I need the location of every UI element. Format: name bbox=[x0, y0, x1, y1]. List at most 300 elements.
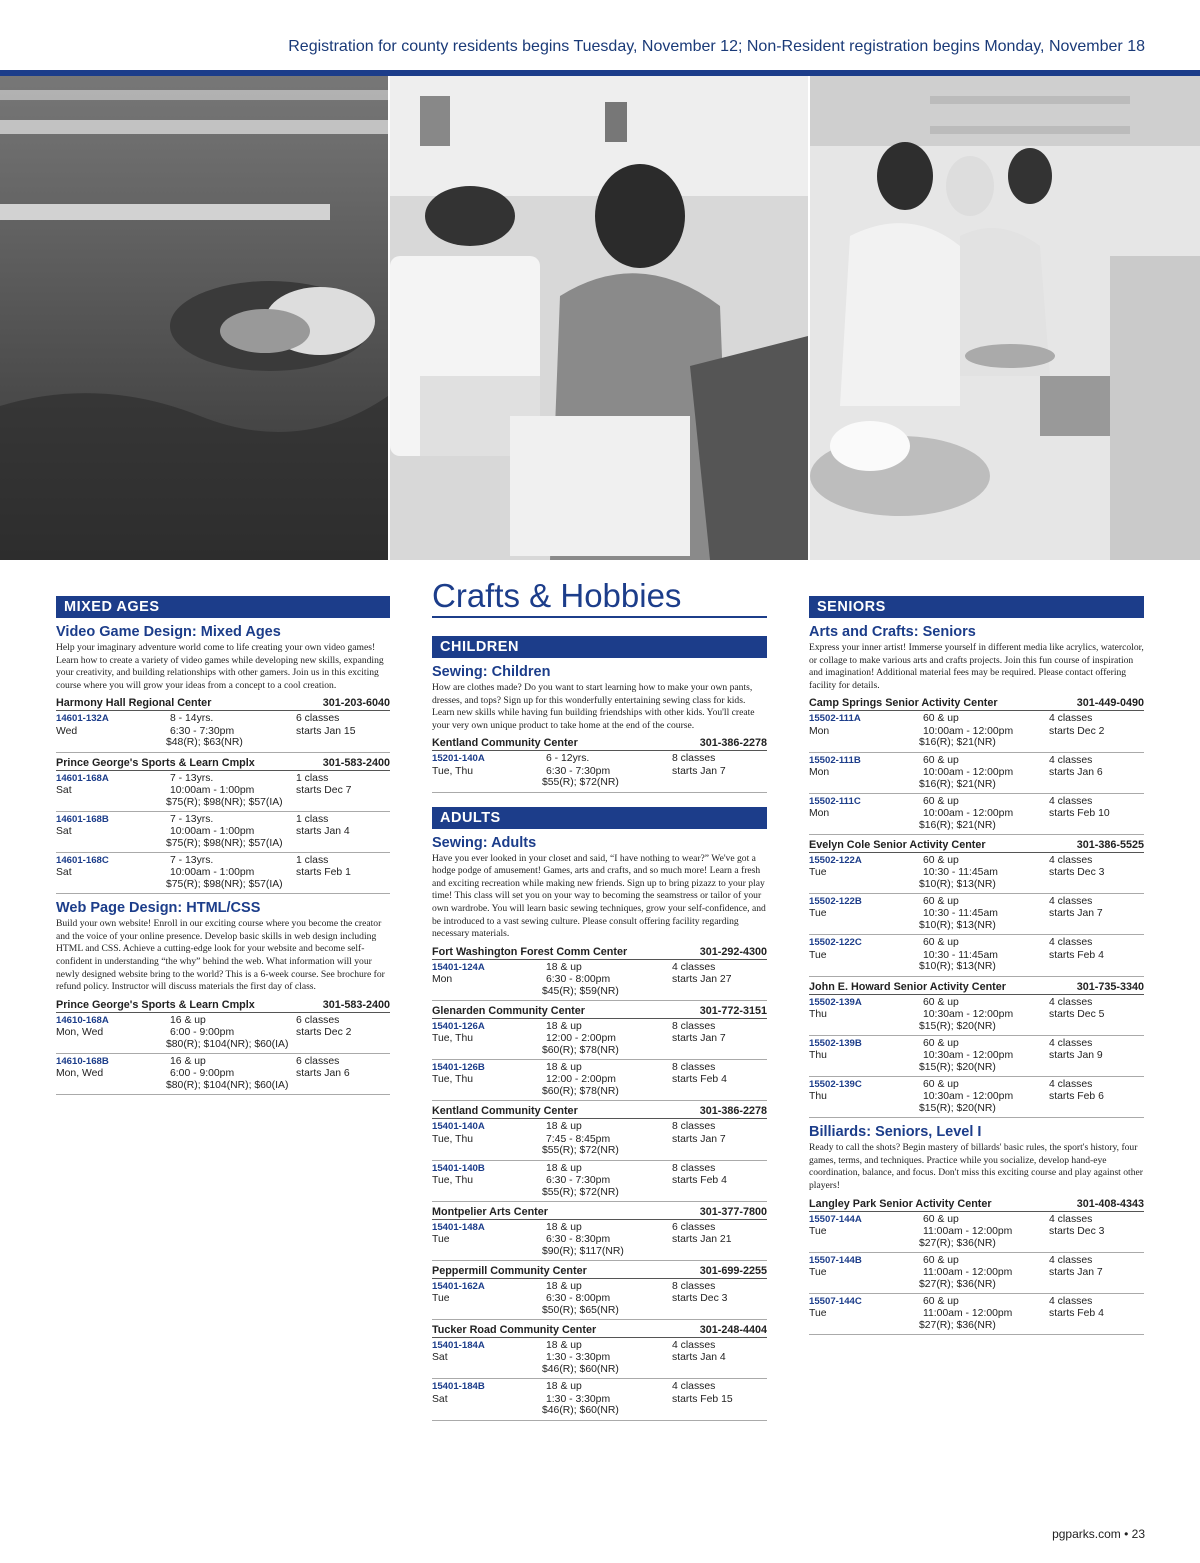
section-fee: $15(R); $20(NR) bbox=[919, 1061, 996, 1073]
section-start: starts Feb 6 bbox=[1049, 1091, 1104, 1103]
class-section bbox=[809, 711, 1144, 752]
section-count-start bbox=[1049, 796, 1139, 820]
section-bar-adults: ADULTS bbox=[432, 807, 767, 829]
section-age-time bbox=[546, 1121, 666, 1145]
section-time: 10:30am - 12:00pm bbox=[923, 1008, 1014, 1020]
section-count: 4 classes bbox=[1049, 1254, 1093, 1266]
section-count-start bbox=[296, 713, 386, 737]
section-start: starts Jan 7 bbox=[672, 1033, 726, 1045]
section-age: 6 - 12yrs. bbox=[546, 753, 590, 765]
section-day: Mon, Wed bbox=[56, 1026, 104, 1038]
section-start: starts Jan 6 bbox=[1049, 766, 1103, 778]
facility-phone: 301-377-7800 bbox=[699, 1205, 767, 1218]
section-time: 10:00am - 12:00pm bbox=[923, 766, 1014, 778]
section-fee: $80(R); $104(NR); $60(IA) bbox=[166, 1038, 289, 1050]
facility-header bbox=[432, 1204, 767, 1220]
section-code-day bbox=[56, 814, 176, 838]
section-count: 6 classes bbox=[296, 1055, 340, 1067]
facility-name: Peppermill Community Center bbox=[432, 1264, 587, 1277]
section-time: 6:30 - 8:30pm bbox=[546, 1233, 611, 1245]
section-code-day bbox=[432, 1281, 552, 1305]
section-code-day bbox=[432, 1222, 552, 1246]
section-age: 18 & up bbox=[546, 961, 582, 973]
class-section bbox=[432, 1279, 767, 1320]
section-day: Mon bbox=[432, 973, 453, 985]
section-code[interactable]: 15401-184A bbox=[432, 1340, 485, 1352]
class-section bbox=[809, 894, 1144, 935]
section-start: starts Feb 4 bbox=[1049, 1308, 1104, 1320]
section-day: Mon bbox=[809, 766, 830, 778]
section-fee: $60(R); $78(NR) bbox=[542, 1044, 619, 1056]
section-time: 10:30am - 12:00pm bbox=[923, 1091, 1014, 1103]
section-time: 6:00 - 9:00pm bbox=[170, 1026, 235, 1038]
section-code-day bbox=[432, 1062, 552, 1086]
section-count: 4 classes bbox=[1049, 754, 1093, 766]
section-count-start bbox=[672, 1281, 762, 1305]
section-age-time bbox=[546, 1021, 666, 1045]
section-count-start bbox=[1049, 1255, 1139, 1279]
left-column bbox=[56, 596, 390, 1095]
section-age-time bbox=[923, 796, 1043, 820]
section-count-start bbox=[672, 1381, 762, 1405]
facility-name: Kentland Community Center bbox=[432, 1105, 578, 1118]
section-time: 7:45 - 8:45pm bbox=[546, 1133, 611, 1145]
section-code[interactable]: 15401-184B bbox=[432, 1381, 485, 1393]
section-code-day bbox=[56, 773, 176, 797]
facility-header bbox=[809, 695, 1144, 711]
class-section bbox=[809, 1253, 1144, 1294]
class-section bbox=[432, 1379, 767, 1420]
section-fee: $45(R); $59(NR) bbox=[542, 985, 619, 997]
section-code[interactable]: 15502-139C bbox=[809, 1079, 862, 1090]
section-code[interactable]: 14601-168B bbox=[56, 813, 109, 825]
section-bar-seniors: SENIORS bbox=[809, 596, 1144, 618]
section-count: 8 classes bbox=[672, 753, 716, 765]
section-age: 60 & up bbox=[923, 1079, 959, 1090]
section-age: 60 & up bbox=[923, 896, 959, 908]
facility-phone: 301-386-5525 bbox=[1076, 838, 1144, 851]
section-count-start bbox=[672, 962, 762, 986]
section-age-time bbox=[546, 1163, 666, 1187]
section-code-day bbox=[809, 713, 929, 737]
section-time: 10:30 - 11:45am bbox=[923, 949, 998, 961]
section-time: 10:00am - 12:00pm bbox=[923, 807, 1014, 819]
section-age: 18 & up bbox=[546, 1221, 582, 1233]
section-code[interactable]: 15401-140A bbox=[432, 1121, 485, 1133]
class-section bbox=[432, 1338, 767, 1379]
section-time: 6:30 - 8:00pm bbox=[546, 973, 611, 985]
facility-phone: 301-386-2278 bbox=[699, 737, 767, 750]
photo-strip bbox=[0, 76, 1200, 560]
section-count: 1 class bbox=[296, 772, 329, 784]
section-bar-children: CHILDREN bbox=[432, 636, 767, 658]
section-age: 7 - 13yrs. bbox=[170, 813, 214, 825]
section-fee: $55(R); $72(NR) bbox=[542, 1186, 619, 1198]
section-age: 8 - 14yrs. bbox=[170, 713, 214, 725]
section-code[interactable]: 15502-122A bbox=[809, 854, 862, 866]
section-code[interactable]: 14601-168A bbox=[56, 772, 109, 784]
section-code[interactable]: 15507-144A bbox=[809, 1213, 862, 1225]
section-start: starts Dec 7 bbox=[296, 784, 352, 796]
section-count: 4 classes bbox=[1049, 854, 1093, 866]
class-section bbox=[432, 960, 767, 1001]
section-code[interactable]: 14610-168A bbox=[56, 1014, 109, 1026]
section-start: starts Jan 4 bbox=[296, 825, 350, 837]
section-age: 18 & up bbox=[546, 1020, 582, 1032]
section-fee: $10(R); $13(NR) bbox=[919, 920, 996, 932]
section-start: starts Jan 9 bbox=[1049, 1050, 1103, 1061]
section-count-start bbox=[296, 855, 386, 879]
facility-name: Fort Washington Forest Comm Center bbox=[432, 945, 628, 958]
section-day: Wed bbox=[56, 725, 78, 737]
section-time: 10:30 - 11:45am bbox=[923, 908, 998, 920]
section-start: starts Dec 5 bbox=[1049, 1008, 1105, 1020]
section-age: 16 & up bbox=[170, 1014, 206, 1026]
class-section bbox=[809, 1212, 1144, 1253]
section-start: starts Jan 4 bbox=[672, 1352, 726, 1364]
facility-phone: 301-735-3340 bbox=[1076, 980, 1144, 993]
section-age: 18 & up bbox=[546, 1162, 582, 1174]
section-fee: $50(R); $65(NR) bbox=[542, 1304, 619, 1316]
section-code[interactable]: 15507-144B bbox=[809, 1254, 862, 1266]
section-day: Tue, Thu bbox=[432, 1074, 474, 1086]
section-age: 60 & up bbox=[923, 937, 959, 949]
section-day: Tue, Thu bbox=[432, 1133, 474, 1145]
facility-header bbox=[432, 944, 767, 960]
section-code-day bbox=[432, 753, 552, 777]
section-count: 4 classes bbox=[1049, 1037, 1093, 1049]
course-title: Arts and Crafts: Seniors bbox=[809, 624, 976, 640]
facility-phone: 301-583-2400 bbox=[322, 756, 390, 769]
section-code-day bbox=[56, 1056, 176, 1080]
section-day: Mon bbox=[809, 725, 830, 737]
section-fee: $15(R); $20(NR) bbox=[919, 1020, 996, 1032]
facility-header bbox=[432, 735, 767, 751]
section-age-time bbox=[170, 855, 290, 879]
section-code[interactable]: 15401-162A bbox=[432, 1280, 485, 1292]
section-count: 6 classes bbox=[296, 713, 340, 725]
section-code-day bbox=[809, 1255, 929, 1279]
page-heading: Crafts & Hobbies bbox=[432, 578, 767, 618]
pottery-photo bbox=[810, 76, 1200, 560]
section-age: 60 & up bbox=[923, 1295, 959, 1307]
section-code-day bbox=[809, 755, 929, 779]
section-age-time bbox=[546, 753, 666, 777]
section-count-start bbox=[672, 1222, 762, 1246]
section-age-time bbox=[546, 1062, 666, 1086]
section-age-time bbox=[923, 1038, 1043, 1062]
section-count-start bbox=[1049, 937, 1139, 961]
facility-phone: 301-449-0490 bbox=[1076, 697, 1144, 710]
section-time: 10:30 - 11:45am bbox=[923, 867, 998, 879]
class-section bbox=[432, 1019, 767, 1060]
section-fee: $10(R); $13(NR) bbox=[919, 878, 996, 890]
section-fee: $75(R); $98(NR); $57(IA) bbox=[166, 837, 283, 849]
section-fee: $75(R); $98(NR); $57(IA) bbox=[166, 878, 283, 890]
section-code-day bbox=[432, 1340, 552, 1364]
class-section bbox=[809, 1294, 1144, 1335]
section-fee: $16(R); $21(NR) bbox=[919, 778, 996, 790]
section-time: 10:00am - 12:00pm bbox=[923, 725, 1014, 737]
section-count-start bbox=[1049, 1038, 1139, 1062]
section-count-start bbox=[672, 1021, 762, 1045]
right-column bbox=[809, 596, 1144, 1335]
facility-name: Glenarden Community Center bbox=[432, 1004, 585, 1017]
facility-header bbox=[56, 695, 390, 711]
section-code-day bbox=[809, 796, 929, 820]
class-section bbox=[809, 794, 1144, 835]
section-code[interactable]: 15401-126A bbox=[432, 1020, 485, 1032]
section-count-start bbox=[1049, 896, 1139, 920]
section-code[interactable]: 15502-111B bbox=[809, 754, 861, 766]
course-description: Express your inner artist! Immerse yourself in different media like acrylics, watercolor, or collage to make various arts and crafts projects. Join this fun course of inspiration and imagination! Additional material fees may be required. Please contact offering facility for details. bbox=[809, 642, 1144, 691]
course-title: Sewing: Adults bbox=[432, 834, 537, 851]
facility-name: Camp Springs Senior Activity Center bbox=[809, 697, 998, 710]
section-day: Tue, Thu bbox=[432, 1174, 474, 1186]
section-code[interactable]: 15507-144C bbox=[809, 1295, 862, 1307]
section-count: 4 classes bbox=[1049, 713, 1093, 725]
section-code-day bbox=[809, 1214, 929, 1238]
section-age-time bbox=[546, 962, 666, 986]
facility-name: Tucker Road Community Center bbox=[432, 1324, 597, 1337]
section-code[interactable]: 15502-111A bbox=[809, 713, 861, 725]
section-code-day bbox=[809, 997, 929, 1021]
section-age-time bbox=[923, 997, 1043, 1021]
section-code[interactable]: 14601-168C bbox=[56, 854, 109, 866]
course-title: Web Page Design: HTML/CSS bbox=[56, 900, 261, 917]
section-fee: $27(R); $36(NR) bbox=[919, 1278, 996, 1290]
section-fee: $10(R); $13(NR) bbox=[919, 961, 996, 973]
section-age: 60 & up bbox=[923, 754, 959, 766]
section-day: Thu bbox=[809, 1050, 827, 1061]
section-age: 16 & up bbox=[170, 1055, 206, 1067]
section-code[interactable]: 15401-140B bbox=[432, 1162, 485, 1174]
section-age: 18 & up bbox=[546, 1062, 582, 1074]
section-start: starts Dec 2 bbox=[1049, 725, 1105, 737]
section-count: 4 classes bbox=[672, 1381, 716, 1393]
registration-note: Registration for county residents begins Tuesday, November 12; Non-Resident registration begins Monday, November 18 bbox=[288, 38, 1145, 55]
section-start: starts Feb 4 bbox=[672, 1074, 727, 1086]
section-fee: $60(R); $78(NR) bbox=[542, 1086, 619, 1098]
course-description: How are clothes made? Do you want to start learning how to make your own pants, dresses, and tops? Sign up for this wonderfully entertaining sewing class for kids. Learn new skills while having fun building friendships with other kids. You'll create your very own unique product to take home at the end of the course. bbox=[432, 682, 755, 731]
section-time: 12:00 - 2:00pm bbox=[546, 1074, 616, 1086]
section-fee: $27(R); $36(NR) bbox=[919, 1237, 996, 1249]
section-time: 6:00 - 9:00pm bbox=[170, 1068, 235, 1080]
section-age-time bbox=[923, 896, 1043, 920]
section-start: starts Jan 7 bbox=[1049, 1266, 1103, 1278]
section-code[interactable]: 15502-139B bbox=[809, 1037, 862, 1049]
section-count-start bbox=[1049, 1296, 1139, 1320]
section-age-time bbox=[170, 1056, 290, 1080]
section-day: Tue bbox=[432, 1293, 450, 1305]
course-description: Build your own website! Enroll in our exciting course where you become the creator and the voice of your online presence. Develop basic skills in web design including HTML and CSS. Achieve a cutting-edge look for your website and become self-confident in understanding “the why” behind the web. What information will your newly designed website bring to the world? This is a 6-week course. See brochure for refund policy. Instructor will discuss materials the first day of class. bbox=[56, 918, 385, 993]
section-time: 10:30am - 12:00pm bbox=[923, 1050, 1014, 1061]
section-fee: $46(R); $60(NR) bbox=[542, 1405, 619, 1417]
section-count: 4 classes bbox=[672, 961, 716, 973]
section-start: starts Feb 10 bbox=[1049, 807, 1110, 819]
section-count-start bbox=[672, 1062, 762, 1086]
section-count: 8 classes bbox=[672, 1280, 716, 1292]
class-section bbox=[56, 1054, 390, 1095]
section-count-start bbox=[296, 773, 386, 797]
section-start: starts Dec 2 bbox=[296, 1026, 352, 1038]
class-section bbox=[809, 1077, 1144, 1118]
section-fee: $75(R); $98(NR); $57(IA) bbox=[166, 796, 283, 808]
section-day: Tue bbox=[809, 1266, 827, 1278]
section-code[interactable]: 15401-148A bbox=[432, 1221, 485, 1233]
section-age-time bbox=[923, 1296, 1043, 1320]
section-count: 4 classes bbox=[1049, 896, 1093, 908]
section-day: Sat bbox=[432, 1393, 448, 1405]
section-age: 60 & up bbox=[923, 795, 959, 807]
facility-phone: 301-203-6040 bbox=[322, 697, 390, 710]
section-start: starts Jan 27 bbox=[672, 973, 732, 985]
section-count-start bbox=[1049, 997, 1139, 1021]
section-age: 7 - 13yrs. bbox=[170, 772, 214, 784]
section-count-start bbox=[672, 753, 762, 777]
swimmer-photo bbox=[0, 76, 388, 560]
section-count: 8 classes bbox=[672, 1162, 716, 1174]
facility-name: John E. Howard Senior Activity Center bbox=[809, 980, 1006, 993]
facility-name: Montpelier Arts Center bbox=[432, 1205, 548, 1218]
section-count: 1 class bbox=[296, 854, 329, 866]
section-code[interactable]: 15401-124A bbox=[432, 961, 485, 973]
section-age: 60 & up bbox=[923, 1213, 959, 1225]
section-code-day bbox=[56, 713, 176, 737]
facility-header bbox=[432, 1103, 767, 1119]
section-day: Tue, Thu bbox=[432, 1033, 474, 1045]
section-time: 12:00 - 2:00pm bbox=[546, 1033, 616, 1045]
facility-phone: 301-248-4404 bbox=[699, 1324, 767, 1337]
section-age-time bbox=[170, 713, 290, 737]
section-age-time bbox=[923, 1079, 1043, 1103]
section-time: 1:30 - 3:30pm bbox=[546, 1393, 611, 1405]
section-day: Sat bbox=[56, 867, 72, 879]
section-start: starts Jan 15 bbox=[296, 725, 356, 737]
section-day: Tue bbox=[432, 1233, 450, 1245]
section-day: Sat bbox=[56, 825, 72, 837]
class-section bbox=[809, 853, 1144, 894]
section-age-time bbox=[170, 814, 290, 838]
section-count: 4 classes bbox=[1049, 1079, 1093, 1090]
section-age-time bbox=[546, 1281, 666, 1305]
section-start: starts Jan 21 bbox=[672, 1233, 732, 1245]
facility-header bbox=[809, 837, 1144, 853]
sewing-photo bbox=[390, 76, 808, 560]
section-time: 10:00am - 1:00pm bbox=[170, 784, 255, 796]
section-count: 8 classes bbox=[672, 1020, 716, 1032]
class-section bbox=[432, 751, 767, 792]
facility-header bbox=[432, 1263, 767, 1279]
facility-phone: 301-583-2400 bbox=[322, 998, 390, 1011]
section-fee: $80(R); $104(NR); $60(IA) bbox=[166, 1079, 289, 1091]
section-code[interactable]: 15401-126B bbox=[432, 1062, 485, 1074]
facility-phone: 301-699-2255 bbox=[699, 1264, 767, 1277]
section-count: 4 classes bbox=[1049, 795, 1093, 807]
middle-column bbox=[432, 578, 767, 1421]
page-footer: pgparks.com • 23 bbox=[1052, 1527, 1145, 1541]
class-section bbox=[809, 995, 1144, 1036]
section-start: starts Feb 1 bbox=[296, 867, 351, 879]
facility-header bbox=[56, 755, 390, 771]
section-fee: $16(R); $21(NR) bbox=[919, 819, 996, 831]
section-day: Tue bbox=[809, 867, 827, 879]
section-code-day bbox=[809, 1296, 929, 1320]
section-code-day bbox=[809, 937, 929, 961]
section-age-time bbox=[923, 713, 1043, 737]
section-start: starts Feb 15 bbox=[672, 1393, 733, 1405]
section-start: starts Jan 6 bbox=[296, 1068, 350, 1080]
section-count-start bbox=[1049, 1079, 1139, 1103]
section-age: 60 & up bbox=[923, 1254, 959, 1266]
section-code[interactable]: 15502-122C bbox=[809, 937, 862, 949]
section-count-start bbox=[296, 1056, 386, 1080]
section-code[interactable]: 15502-111C bbox=[809, 795, 861, 807]
section-code[interactable]: 14601-132A bbox=[56, 713, 109, 725]
facility-header bbox=[809, 1196, 1144, 1212]
section-time: 6:30 - 8:00pm bbox=[546, 1293, 611, 1305]
facility-name: Harmony Hall Regional Center bbox=[56, 697, 212, 710]
section-code-day bbox=[809, 1038, 929, 1062]
section-age: 60 & up bbox=[923, 1037, 959, 1049]
class-section bbox=[432, 1161, 767, 1202]
section-code[interactable]: 15502-122B bbox=[809, 896, 862, 908]
section-code-day bbox=[809, 1079, 929, 1103]
section-count-start bbox=[1049, 855, 1139, 879]
section-age: 60 & up bbox=[923, 713, 959, 725]
section-day: Mon, Wed bbox=[56, 1068, 104, 1080]
section-time: 11:00am - 12:00pm bbox=[923, 1266, 1013, 1278]
course-description: Help your imaginary adventure world come to life creating your own video games! Learn how to create a variety of video games while developing new skills, expanding your creativity, and building relationships with other gamers. Join us in this exciting course where you will grow your ideas from a concept to a cool creation. bbox=[56, 642, 384, 691]
section-age: 7 - 13yrs. bbox=[170, 854, 214, 866]
course-description: Ready to call the shots? Begin mastery of billards' basic rules, the sport's history, four games, terms, and techniques. Practice while you socialize, develop hand-eye coordination, balance, and focus. Don't miss this exciting course and play against other players! bbox=[809, 1142, 1143, 1191]
section-fee: $16(R); $21(NR) bbox=[919, 737, 996, 749]
section-code[interactable]: 14610-168B bbox=[56, 1055, 109, 1067]
section-age-time bbox=[923, 937, 1043, 961]
facility-name: Prince George's Sports & Learn Cmplx bbox=[56, 756, 255, 769]
facility-phone: 301-386-2278 bbox=[699, 1105, 767, 1118]
section-time: 10:00am - 1:00pm bbox=[170, 825, 255, 837]
section-fee: $15(R); $20(NR) bbox=[919, 1103, 996, 1114]
section-day: Thu bbox=[809, 1091, 827, 1103]
section-count-start bbox=[296, 814, 386, 838]
section-code-day bbox=[432, 1381, 552, 1405]
section-code-day bbox=[56, 855, 176, 879]
section-code[interactable]: 15502-139A bbox=[809, 996, 862, 1008]
section-day: Tue bbox=[809, 1225, 827, 1237]
class-section bbox=[432, 1220, 767, 1261]
section-start: starts Dec 3 bbox=[1049, 867, 1105, 879]
section-age: 18 & up bbox=[546, 1121, 582, 1133]
section-count: 1 class bbox=[296, 813, 329, 825]
class-section bbox=[56, 812, 390, 853]
section-day: Mon bbox=[809, 807, 830, 819]
class-section bbox=[809, 935, 1144, 976]
facility-name: Kentland Community Center bbox=[432, 737, 578, 750]
class-section bbox=[56, 1013, 390, 1054]
section-age: 60 & up bbox=[923, 854, 959, 866]
section-code-day bbox=[809, 855, 929, 879]
section-code[interactable]: 15201-140A bbox=[432, 753, 485, 765]
section-code-day bbox=[432, 1121, 552, 1145]
facility-phone: 301-408-4343 bbox=[1076, 1197, 1144, 1210]
section-time: 6:30 - 7:30pm bbox=[170, 725, 235, 737]
section-day: Sat bbox=[56, 784, 72, 796]
section-day: Tue bbox=[809, 908, 827, 920]
section-age-time bbox=[923, 855, 1043, 879]
course-description: Have you ever looked in your closet and said, “I have nothing to wear?” We've got a hodge podge of amusement! Games, arts and crafts, and so much more! Learn a fresh and exciting recreation while making new friends. Sign up to bring pizazz to your play time! This class will set you on your way to becoming the seamstress or tailor of your own wardrobe. You will learn basic sewing techniques, grow your self-confidence, and be introduced to a vast sewing culture. Please consult offering facility regarding necessary materials. bbox=[432, 852, 766, 940]
course-title: Sewing: Children bbox=[432, 664, 551, 680]
